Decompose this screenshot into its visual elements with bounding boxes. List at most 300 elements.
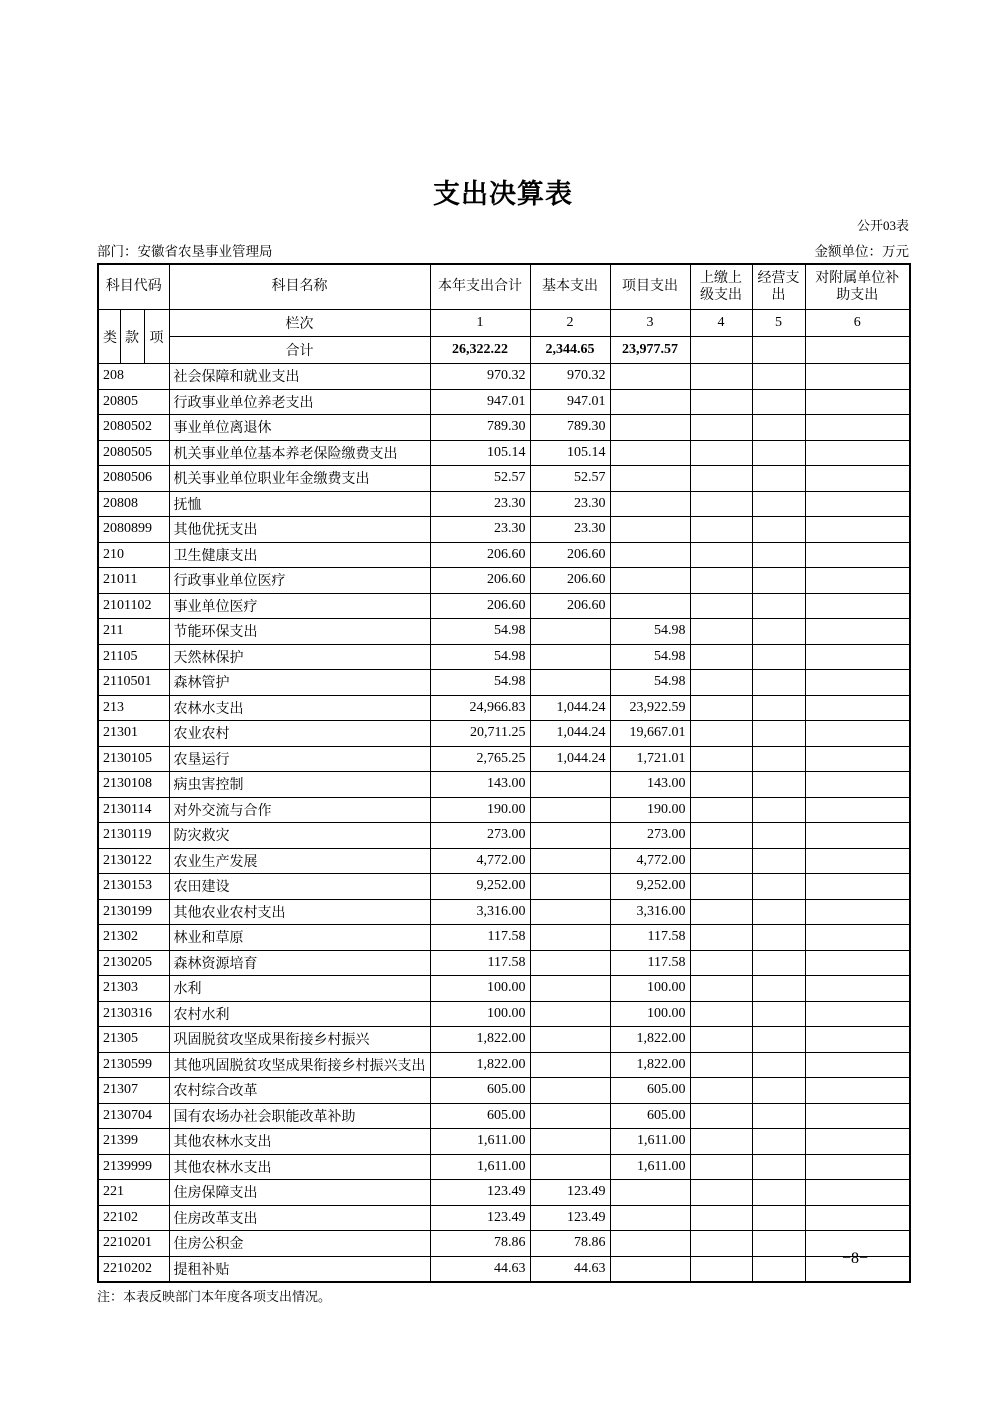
table-row [98, 1078, 910, 1104]
value-cell [752, 1001, 805, 1027]
page-title: 支出决算表 [433, 179, 573, 209]
value-cell [690, 542, 752, 568]
header-col-operating: 经营支出 [752, 264, 805, 310]
value-cell [530, 976, 610, 1002]
subject-name-cell: 事业单位离退休 [169, 415, 430, 441]
value-cell: 1,822.00 [610, 1052, 690, 1078]
value-cell [690, 899, 752, 925]
value-cell: 54.98 [430, 644, 530, 670]
subject-code-cell: 21307 [98, 1078, 169, 1104]
value-cell [690, 721, 752, 747]
value-cell [610, 1231, 690, 1257]
document-page [97, 0, 909, 1305]
value-cell [610, 542, 690, 568]
table-row [98, 389, 910, 415]
value-cell [690, 772, 752, 798]
value-cell: 23.30 [530, 517, 610, 543]
value-cell [690, 670, 752, 696]
value-cell: 54.98 [610, 670, 690, 696]
value-cell [805, 950, 910, 976]
value-cell [610, 1256, 690, 1282]
value-cell: 4,772.00 [430, 848, 530, 874]
header-row-index-label: 栏次 [169, 310, 430, 337]
value-cell [805, 466, 910, 492]
value-cell [690, 568, 752, 594]
value-cell [690, 797, 752, 823]
value-cell [752, 823, 805, 849]
value-cell [690, 1001, 752, 1027]
value-cell [610, 1180, 690, 1206]
table-row [98, 1205, 910, 1231]
subject-name-cell: 国有农场办社会职能改革补助 [169, 1103, 430, 1129]
subject-code-cell: 2130153 [98, 874, 169, 900]
subject-code-cell: 2139999 [98, 1154, 169, 1180]
value-cell [690, 1052, 752, 1078]
value-cell [530, 1027, 610, 1053]
header-col-number-6: 6 [805, 310, 910, 337]
value-cell [610, 389, 690, 415]
value-cell [805, 823, 910, 849]
value-cell [752, 440, 805, 466]
value-cell [752, 1154, 805, 1180]
value-cell: 605.00 [430, 1103, 530, 1129]
value-cell [690, 976, 752, 1002]
value-cell [530, 848, 610, 874]
value-cell: 206.60 [530, 593, 610, 619]
header-col-number-4: 4 [690, 310, 752, 337]
value-cell: 123.49 [530, 1205, 610, 1231]
subject-name-cell: 水利 [169, 976, 430, 1002]
value-cell [530, 950, 610, 976]
subject-code-cell: 221 [98, 1180, 169, 1206]
subject-name-cell: 林业和草原 [169, 925, 430, 951]
value-cell [530, 1129, 610, 1155]
value-cell: 78.86 [530, 1231, 610, 1257]
table-row [98, 1231, 910, 1257]
value-cell [530, 874, 610, 900]
table-row [98, 695, 910, 721]
subject-code-cell: 2130316 [98, 1001, 169, 1027]
value-cell: 143.00 [610, 772, 690, 798]
table-row [98, 466, 910, 492]
value-cell: 273.00 [430, 823, 530, 849]
value-cell [610, 568, 690, 594]
table-row [98, 491, 910, 517]
value-cell [752, 1129, 805, 1155]
value-cell [752, 1180, 805, 1206]
value-cell [610, 440, 690, 466]
value-cell: 2,765.25 [430, 746, 530, 772]
value-cell [805, 1129, 910, 1155]
value-cell: 1,822.00 [430, 1027, 530, 1053]
page-number: −8− [841, 1250, 868, 1267]
value-cell [805, 389, 910, 415]
value-cell [752, 619, 805, 645]
totals-value-6 [805, 337, 910, 364]
value-cell: 105.14 [530, 440, 610, 466]
table-row [98, 517, 910, 543]
value-cell: 117.58 [610, 925, 690, 951]
value-cell [805, 517, 910, 543]
value-cell: 117.58 [430, 950, 530, 976]
value-cell [752, 1256, 805, 1282]
value-cell [530, 772, 610, 798]
subject-name-cell: 其他巩固脱贫攻坚成果衔接乡村振兴支出 [169, 1052, 430, 1078]
value-cell: 190.00 [430, 797, 530, 823]
header-col-total: 本年支出合计 [430, 264, 530, 310]
value-cell: 4,772.00 [610, 848, 690, 874]
subject-code-cell: 21301 [98, 721, 169, 747]
subject-name-cell: 行政事业单位医疗 [169, 568, 430, 594]
value-cell [530, 644, 610, 670]
table-row [98, 772, 910, 798]
subject-name-cell: 其他农林水支出 [169, 1129, 430, 1155]
value-cell: 1,611.00 [430, 1129, 530, 1155]
subject-code-cell: 2130105 [98, 746, 169, 772]
subject-name-cell: 卫生健康支出 [169, 542, 430, 568]
value-cell: 24,966.83 [430, 695, 530, 721]
value-cell [752, 772, 805, 798]
value-cell [805, 415, 910, 441]
meta-row [97, 243, 909, 260]
value-cell [690, 364, 752, 390]
department-label: 部门：安徽省农垦事业管理局 [97, 244, 273, 259]
value-cell: 1,044.24 [530, 721, 610, 747]
value-cell [690, 619, 752, 645]
table-row [98, 721, 910, 747]
table-row [98, 899, 910, 925]
subject-name-cell: 农田建设 [169, 874, 430, 900]
value-cell: 273.00 [610, 823, 690, 849]
value-cell: 123.49 [530, 1180, 610, 1206]
value-cell [752, 491, 805, 517]
value-cell [752, 950, 805, 976]
table-row [98, 797, 910, 823]
table-row [98, 925, 910, 951]
header-col-number-3: 3 [610, 310, 690, 337]
value-cell [805, 491, 910, 517]
value-cell [752, 1052, 805, 1078]
value-cell [805, 644, 910, 670]
subject-code-cell: 2210201 [98, 1231, 169, 1257]
subject-name-cell: 节能环保支出 [169, 619, 430, 645]
subject-name-cell: 巩固脱贫攻坚成果衔接乡村振兴 [169, 1027, 430, 1053]
value-cell [690, 593, 752, 619]
table-row [98, 542, 910, 568]
value-cell [752, 848, 805, 874]
value-cell [752, 415, 805, 441]
value-cell [805, 1103, 910, 1129]
value-cell [610, 593, 690, 619]
subject-name-cell: 天然林保护 [169, 644, 430, 670]
header-col-basic: 基本支出 [530, 264, 610, 310]
value-cell: 605.00 [610, 1078, 690, 1104]
value-cell [752, 644, 805, 670]
value-cell [690, 491, 752, 517]
value-cell [690, 517, 752, 543]
value-cell [805, 593, 910, 619]
subject-name-cell: 农业生产发展 [169, 848, 430, 874]
value-cell [690, 1205, 752, 1231]
value-cell [805, 976, 910, 1002]
public-table-code: 公开03表 [856, 218, 909, 233]
value-cell: 100.00 [430, 976, 530, 1002]
subject-code-cell: 2130114 [98, 797, 169, 823]
subject-name-cell: 森林资源培育 [169, 950, 430, 976]
value-cell: 105.14 [430, 440, 530, 466]
value-cell [530, 823, 610, 849]
value-cell [805, 695, 910, 721]
table-body [98, 364, 910, 1283]
value-cell [752, 568, 805, 594]
value-cell [752, 670, 805, 696]
table-row [98, 1001, 910, 1027]
value-cell [530, 1154, 610, 1180]
value-cell [805, 1205, 910, 1231]
subject-code-cell: 210 [98, 542, 169, 568]
value-cell: 23.30 [530, 491, 610, 517]
value-cell [752, 899, 805, 925]
value-cell: 206.60 [430, 542, 530, 568]
totals-value-2: 2,344.65 [530, 337, 610, 364]
value-cell [610, 415, 690, 441]
table-row [98, 1154, 910, 1180]
subject-code-cell: 2110501 [98, 670, 169, 696]
value-cell: 3,316.00 [430, 899, 530, 925]
header-row-2 [98, 310, 910, 337]
value-cell [530, 797, 610, 823]
subject-code-cell: 20808 [98, 491, 169, 517]
value-cell [752, 721, 805, 747]
value-cell: 23.30 [430, 491, 530, 517]
value-cell [805, 899, 910, 925]
subject-code-cell: 211 [98, 619, 169, 645]
value-cell [752, 976, 805, 1002]
value-cell: 947.01 [430, 389, 530, 415]
table-row [98, 568, 910, 594]
subject-code-cell: 21399 [98, 1129, 169, 1155]
totals-value-3: 23,977.57 [610, 337, 690, 364]
value-cell [530, 619, 610, 645]
footnote: 注：本表反映部门本年度各项支出情况。 [97, 1289, 332, 1304]
table-row [98, 619, 910, 645]
value-cell [690, 440, 752, 466]
value-cell [530, 1103, 610, 1129]
value-cell [610, 491, 690, 517]
value-cell: 100.00 [610, 1001, 690, 1027]
subject-code-cell: 2080899 [98, 517, 169, 543]
table-row [98, 1180, 910, 1206]
value-cell: 970.32 [530, 364, 610, 390]
value-cell [805, 1180, 910, 1206]
header-row-1 [98, 264, 910, 310]
value-cell [530, 1001, 610, 1027]
table-row [98, 976, 910, 1002]
subject-name-cell: 农垦运行 [169, 746, 430, 772]
subject-name-cell: 住房改革支出 [169, 1205, 430, 1231]
value-cell: 123.49 [430, 1205, 530, 1231]
value-cell [690, 1180, 752, 1206]
subject-name-cell: 住房公积金 [169, 1231, 430, 1257]
subject-code-cell: 2130199 [98, 899, 169, 925]
table-row [98, 1256, 910, 1282]
subject-code-cell: 2130599 [98, 1052, 169, 1078]
totals-label: 合计 [169, 337, 430, 364]
value-cell [805, 1078, 910, 1104]
value-cell: 123.49 [430, 1180, 530, 1206]
value-cell [530, 1052, 610, 1078]
header-col-subsidy: 对附属单位补助支出 [805, 264, 910, 310]
value-cell: 23,922.59 [610, 695, 690, 721]
table-row [98, 823, 910, 849]
header-col-number-1: 1 [430, 310, 530, 337]
table-row [98, 364, 910, 390]
subject-name-cell: 社会保障和就业支出 [169, 364, 430, 390]
value-cell: 206.60 [430, 593, 530, 619]
subject-code-cell: 2130119 [98, 823, 169, 849]
value-cell [805, 1052, 910, 1078]
table-row [98, 1103, 910, 1129]
value-cell [610, 466, 690, 492]
value-cell: 54.98 [610, 619, 690, 645]
subject-code-cell: 21302 [98, 925, 169, 951]
value-cell: 9,252.00 [610, 874, 690, 900]
value-cell [530, 670, 610, 696]
value-cell [752, 593, 805, 619]
subject-name-cell: 农村水利 [169, 1001, 430, 1027]
value-cell: 100.00 [430, 1001, 530, 1027]
value-cell [690, 389, 752, 415]
value-cell: 23.30 [430, 517, 530, 543]
value-cell: 54.98 [430, 619, 530, 645]
value-cell [805, 848, 910, 874]
table-row [98, 874, 910, 900]
header-subject-code: 科目代码 [98, 264, 169, 310]
table-row [98, 1052, 910, 1078]
header-subject-name: 科目名称 [169, 264, 430, 310]
value-cell [690, 466, 752, 492]
value-cell: 947.01 [530, 389, 610, 415]
subject-name-cell: 对外交流与合作 [169, 797, 430, 823]
value-cell: 19,667.01 [610, 721, 690, 747]
value-cell [690, 1256, 752, 1282]
value-cell: 1,044.24 [530, 746, 610, 772]
subject-code-cell: 21303 [98, 976, 169, 1002]
subject-code-cell: 20805 [98, 389, 169, 415]
subject-code-cell: 2101102 [98, 593, 169, 619]
value-cell [610, 1205, 690, 1231]
subject-name-cell: 防灾救灾 [169, 823, 430, 849]
subject-code-cell: 2080502 [98, 415, 169, 441]
totals-value-1: 26,322.22 [430, 337, 530, 364]
totals-row [98, 337, 910, 364]
value-cell: 20,711.25 [430, 721, 530, 747]
value-cell [805, 1027, 910, 1053]
subject-name-cell: 其他优抚支出 [169, 517, 430, 543]
value-cell: 78.86 [430, 1231, 530, 1257]
subject-code-cell: 22102 [98, 1205, 169, 1231]
value-cell [530, 1078, 610, 1104]
value-cell: 117.58 [610, 950, 690, 976]
subject-code-cell: 21305 [98, 1027, 169, 1053]
subject-name-cell: 其他农林水支出 [169, 1154, 430, 1180]
value-cell: 3,316.00 [610, 899, 690, 925]
subject-name-cell: 森林管护 [169, 670, 430, 696]
table-row [98, 746, 910, 772]
value-cell: 789.30 [430, 415, 530, 441]
value-cell [610, 364, 690, 390]
value-cell: 190.00 [610, 797, 690, 823]
value-cell [752, 874, 805, 900]
value-cell [752, 797, 805, 823]
table-row [98, 670, 910, 696]
value-cell [805, 568, 910, 594]
table-row [98, 950, 910, 976]
subject-name-cell: 农村综合改革 [169, 1078, 430, 1104]
unit-label: 金额单位：万元 [814, 244, 909, 259]
value-cell [610, 517, 690, 543]
subject-name-cell: 事业单位医疗 [169, 593, 430, 619]
table-row [98, 440, 910, 466]
value-cell [690, 1078, 752, 1104]
value-cell: 52.57 [530, 466, 610, 492]
value-cell: 52.57 [430, 466, 530, 492]
value-cell [752, 746, 805, 772]
subject-name-cell: 行政事业单位养老支出 [169, 389, 430, 415]
value-cell: 605.00 [610, 1103, 690, 1129]
value-cell: 143.00 [430, 772, 530, 798]
value-cell [690, 950, 752, 976]
value-cell: 44.63 [530, 1256, 610, 1282]
value-cell: 789.30 [530, 415, 610, 441]
value-cell [805, 874, 910, 900]
value-cell: 1,822.00 [430, 1052, 530, 1078]
value-cell: 1,721.01 [610, 746, 690, 772]
value-cell [805, 1001, 910, 1027]
value-cell: 100.00 [610, 976, 690, 1002]
table-row [98, 1027, 910, 1053]
value-cell [805, 797, 910, 823]
table-row [98, 1129, 910, 1155]
value-cell [805, 746, 910, 772]
value-cell: 1,611.00 [610, 1154, 690, 1180]
subject-code-cell: 21105 [98, 644, 169, 670]
subject-code-cell: 2080506 [98, 466, 169, 492]
value-cell: 1,044.24 [530, 695, 610, 721]
value-cell: 1,611.00 [430, 1154, 530, 1180]
subject-code-cell: 21011 [98, 568, 169, 594]
subject-name-cell: 农业农村 [169, 721, 430, 747]
value-cell: 1,611.00 [610, 1129, 690, 1155]
value-cell: 117.58 [430, 925, 530, 951]
value-cell: 206.60 [530, 568, 610, 594]
value-cell [690, 644, 752, 670]
header-col-number-5: 5 [752, 310, 805, 337]
value-cell [805, 925, 910, 951]
value-cell [690, 1129, 752, 1155]
value-cell [752, 1027, 805, 1053]
value-cell [690, 874, 752, 900]
value-cell: 44.63 [430, 1256, 530, 1282]
value-cell [752, 542, 805, 568]
totals-value-4 [690, 337, 752, 364]
value-cell [805, 670, 910, 696]
value-cell [805, 619, 910, 645]
header-col-number-2: 2 [530, 310, 610, 337]
value-cell [805, 440, 910, 466]
subject-name-cell: 机关事业单位职业年金缴费支出 [169, 466, 430, 492]
value-cell [805, 1154, 910, 1180]
